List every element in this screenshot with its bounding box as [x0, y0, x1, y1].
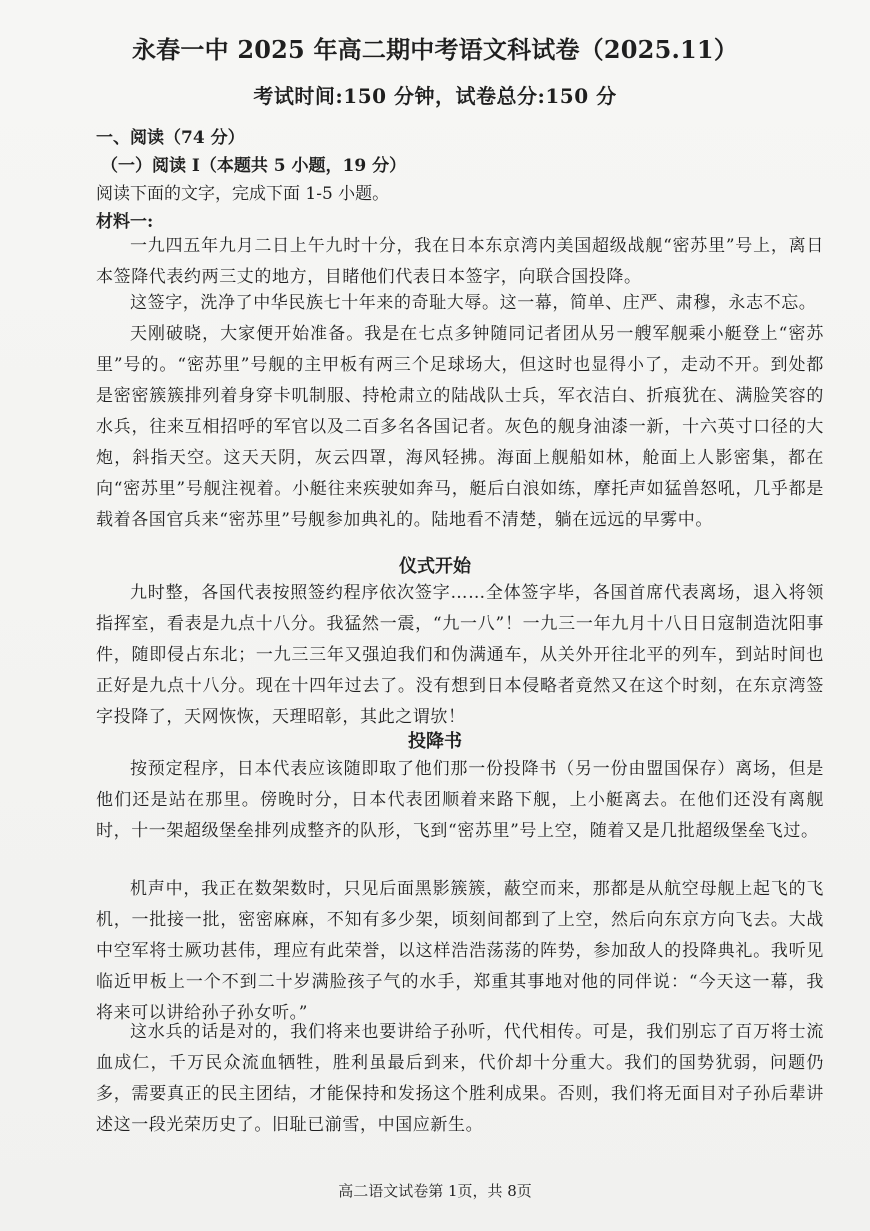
section-heading-ceremony: 仪式开始: [399, 556, 471, 577]
page-footer: 高二语文试卷第 1页，共 8页: [338, 1182, 532, 1200]
exam-title: 永春一中 2025 年高二期中考语文科试卷（2025.11）: [131, 35, 739, 64]
exam-subtitle: 考试时间:150 分钟，试卷总分:150 分: [253, 84, 617, 108]
section-heading-surrender: 投降书: [408, 731, 462, 752]
paragraph-2: 这签字，洗净了中华民族七十年来的奇耻大辱。这一幕，简单、庄严、肃穆，永志不忘。: [130, 293, 817, 313]
paragraph-6: 机声中，我正在数架数时，只见后面黑影簇簇，蔽空而来，那都是从航空母舰上起飞的飞机，一批接一批，密密麻麻，不知有多少架，顷刻间都到了上空，然后向东京方向飞去。大战中空军将士厥功甚伟，理应有此荣誉，以这样浩浩荡荡的阵势，参加敌人的投降典礼。我听见临近甲板上一个不到二十岁满脸孩子气的水手，郑重其事地对他的同伴说：“今天这一幕，我将来可以讲给孙子孙女听。”: [96, 879, 824, 1023]
paragraph-5: 按预定程序，日本代表应该随即取了他们那一份投降书（另一份由盟国保存）离场，但是他们还是站在那里。傍晚时分，日本代表团顺着来路下舰，上小艇离去。在他们还没有离舰时，十一架超级堡垒排列成整齐的队形，飞到“密苏里”号上空，随着又是几批超级堡垒飞过。: [96, 759, 824, 841]
paragraph-3: 天刚破晓，大家便开始准备。我是在七点多钟随同记者团从另一艘军舰乘小艇登上“密苏里”号的。“密苏里”号舰的主甲板有两三个足球场大，但这时也显得小了，走动不开。到处都是密密簇簇排列着身穿卡叽制服、持枪肃立的陆战队士兵，军衣洁白、折痕犹在、满脸笑容的水兵，往来互相招呼的军官以及二百多名各国记者。灰色的舰身油漆一新，十六英寸口径的大炮，斜指天空。这天天阴，灰云四罩，海风轻拂。海面上舰船如林，舱面上人影密集，都在向“密苏里”号舰注视着。小艇往来疾驶如奔马，艇后白浪如练，摩托声如猛兽怒吼，几乎都是载着各国官兵来“密苏里”号舰参加典礼的。陆地看不清楚，躺在远远的早雾中。: [96, 324, 824, 530]
paragraph-1: 一九四五年九月二日上午九时十分，我在日本东京湾内美国超级战舰“密苏里”号上，离日本签降代表约两三丈的地方，目睹他们代表日本签字，向联合国投降。: [96, 236, 824, 287]
paragraph-4: 九时整，各国代表按照签约程序依次签字……全体签字毕，各国首席代表离场，退入将领指挥室，看表是九点十八分。我猛然一震，“九一八”！一九三一年九月十八日日寇制造沈阳事件，随即侵占东北；一九三三年又强迫我们和伪满通车，从关外开往北平的列车，到站时间也正好是九点十八分。现在十四年过去了。没有想到日本侵略者竟然又在这个时刻，在东京湾签字投降了，天网恢恢，天理昭彰，其此之谓欤！: [96, 583, 824, 727]
reading-instruction: 阅读下面的文字，完成下面 1-5 小题。: [96, 184, 390, 204]
paragraph-7: 这水兵的话是对的，我们将来也要讲给子孙听，代代相传。可是，我们别忘了百万将士流血成仁，千万民众流血牺牲，胜利虽最后到来，代价却十分重大。我们的国势犹弱，问题仍多，需要真正的民主团结，才能保持和发扬这个胜利成果。否则，我们将无面目对子孙后辈讲述这一段光荣历史了。旧耻已湔雪，中国应新生。: [96, 1022, 824, 1135]
reading-one-heading: （一）阅读 I（本题共 5 小题，19 分）: [101, 156, 407, 176]
material-label: 材料一:: [96, 212, 154, 232]
section-one-heading: 一、阅读（74 分）: [96, 128, 245, 148]
